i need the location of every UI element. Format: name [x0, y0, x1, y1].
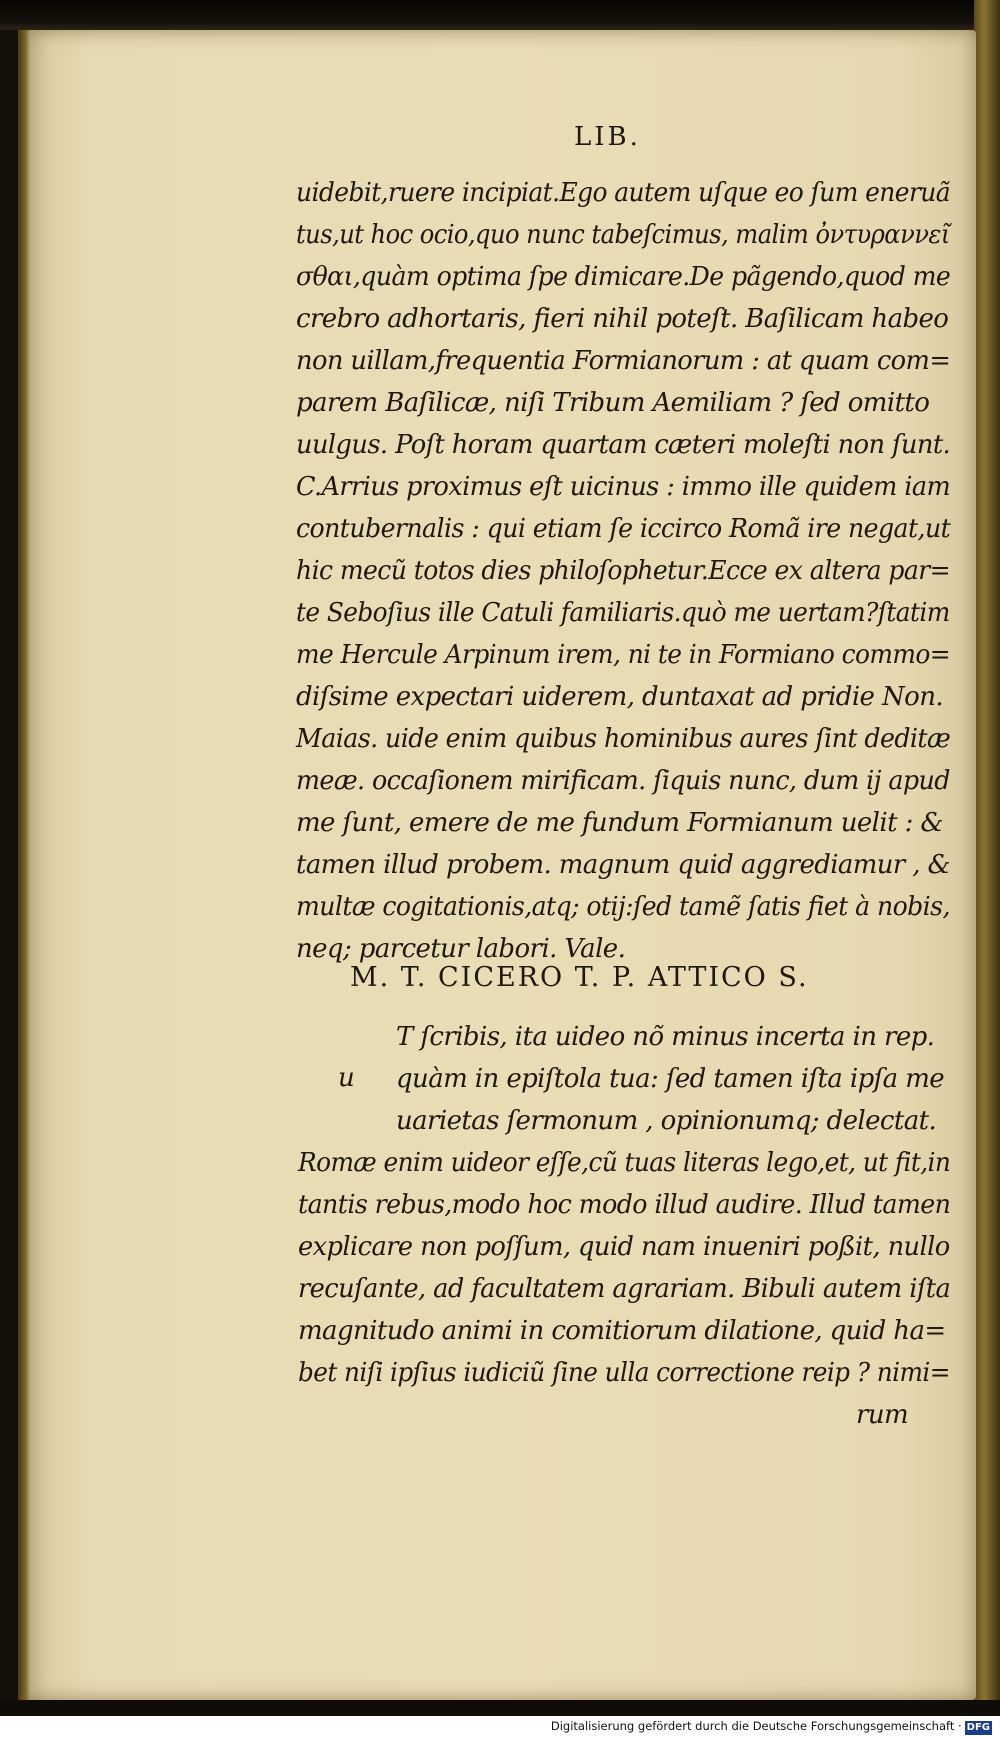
- funding-credit-text: Digitalisierung gefördert durch die Deutsche Forschungsgemeinschaft ·: [550, 1719, 962, 1733]
- text-line: C.Arrius proximus eſt uicinus : immo ille quidem iam: [296, 472, 951, 502]
- text-line: uidebit,ruere incipiat.Ego autem uſque eo ſum eneruã: [296, 178, 951, 208]
- book-cover-edge: [974, 0, 1000, 1700]
- text-line: non uillam,frequentia Formianorum : at quam com=: [296, 346, 951, 376]
- text-line: bet niſi ipſius iudiciũ ſine ulla correctione reip ? nimi=: [298, 1358, 950, 1388]
- text-line: T ſcribis, ita uideo nõ minus incerta in rep.: [396, 1022, 935, 1052]
- text-line: parem Baſilicæ, niſi Tribum Aemiliam ? ſed omitto: [296, 388, 930, 418]
- footer-bar: [0, 1716, 1000, 1738]
- funding-credit: [551, 1719, 992, 1735]
- running-head: LIB.: [574, 122, 641, 152]
- text-line: recuſante, ad facultatem agrariam. Bibuli autem iſta: [298, 1274, 951, 1304]
- text-line: tus,ut hoc ocio,quo nunc tabeſcimus, malim ὀντυραννεῖ: [296, 220, 950, 250]
- drop-initial-letter: u: [338, 1063, 355, 1093]
- text-line: uarietas ſermonum , opinionumq; delectat.: [396, 1106, 937, 1136]
- text-line: hic mecũ totos dies philoſophetur.Ecce ex altera par=: [296, 556, 951, 586]
- text-line: Romæ enim uideor eſſe,cũ tuas literas lego,et, ut fit,in: [298, 1148, 951, 1178]
- dfg-logo-icon: DFG: [966, 1722, 990, 1733]
- text-line: quàm in epiſtola tua: ſed tamen iſta ipſa me: [396, 1064, 945, 1094]
- text-line: tantis rebus,modo hoc modo illud audire. Illud tamen: [298, 1190, 951, 1220]
- text-line: magnitudo animi in comitiorum dilatione, quid ha=: [298, 1316, 946, 1346]
- text-line: explicare non poſſum, quid nam inueniri poßit, nullo: [298, 1232, 950, 1262]
- text-line: uulgus. Poſt horam quartam cæteri moleſti non ſunt.: [296, 430, 951, 460]
- scan-bottom-edge: [0, 1700, 1000, 1716]
- text-line: neq; parcetur labori. Vale.: [296, 934, 626, 964]
- text-line: Maias. uide enim quibus hominibus aures ſint deditæ: [296, 724, 951, 754]
- text-line: multæ cogitationis,atq; otij:ſed tamẽ ſatis fiet à nobis,: [296, 892, 950, 922]
- page-binding-shadow: [18, 30, 30, 1700]
- letter-heading: M. T. CICERO T. P. ATTICO S.: [350, 962, 809, 993]
- text-line: me ſunt, emere de me fundum Formianum uelit : &: [296, 808, 943, 838]
- catchword: rum: [856, 1400, 909, 1430]
- text-line: contubernalis : qui etiam ſe iccirco Romã ire negat,ut: [296, 514, 951, 544]
- text-line: meæ. occaſionem mirificam. ſiquis nunc, dum ij apud: [296, 766, 950, 796]
- text-line: me Hercule Arpinum irem, ni te in Formiano commo=: [296, 640, 951, 670]
- scan-top-edge: [0, 0, 1000, 30]
- text-line: tamen illud probem. magnum quid aggrediamur , &: [296, 850, 951, 880]
- text-line: σθαι,quàm optima ſpe dimicare.De pãgendo,quod me: [296, 262, 951, 292]
- text-line: crebro adhortaris, fieri nihil poteſt. Baſilicam habeo: [296, 304, 949, 334]
- text-line: te Seboſius ille Catuli familiaris.quò me uertam?ſtatim: [296, 598, 950, 628]
- text-line: diſsime expectari uiderem, duntaxat ad pridie Non.: [296, 682, 944, 712]
